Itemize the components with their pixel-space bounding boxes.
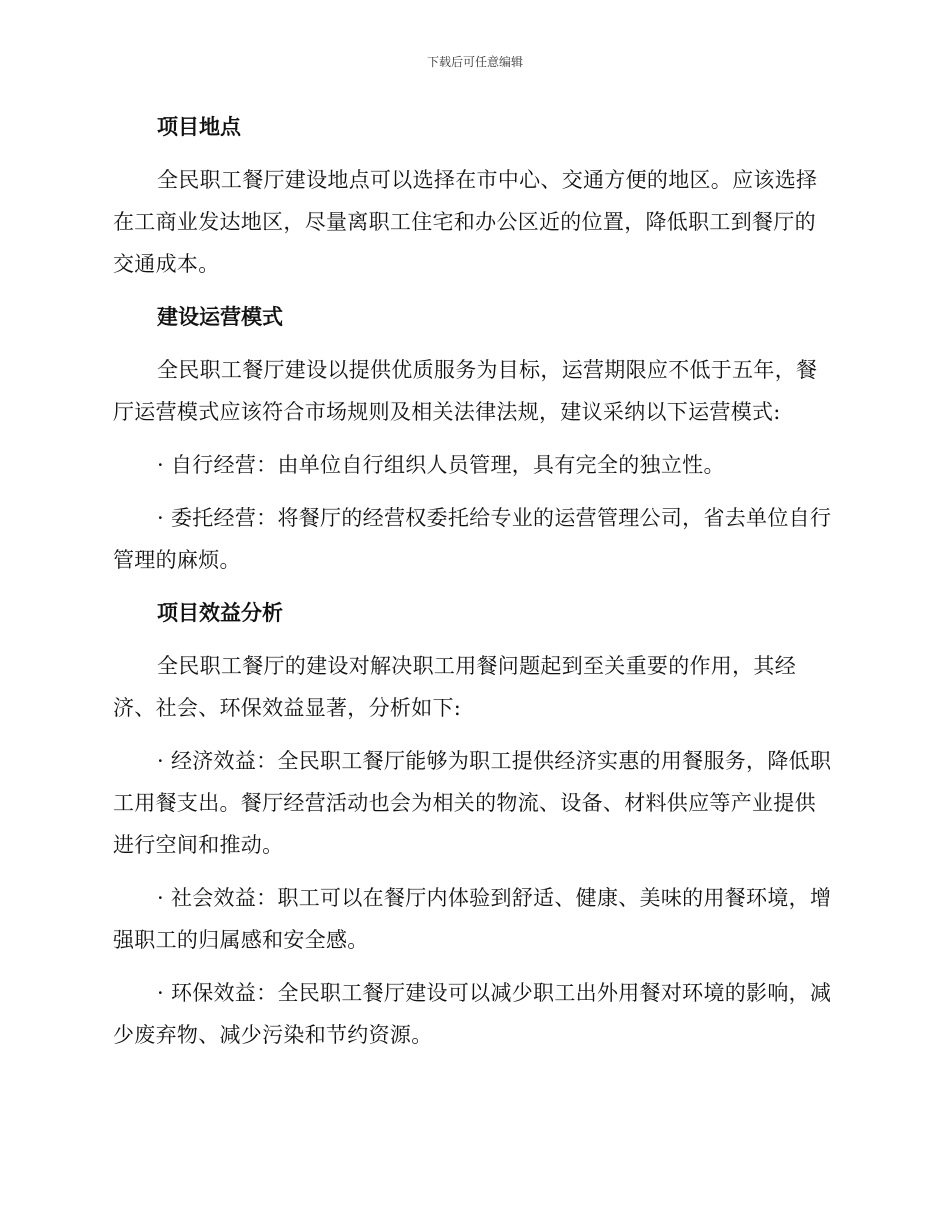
bullet-social-benefit: · 社会效益：职工可以在餐厅内体验到舒适、健康、美味的用餐环境，增强职工的归属感和安全感。 xyxy=(113,886,832,952)
page-header: 下载后可任意编辑 xyxy=(426,55,523,69)
bullet-entrusted-operation: · 委托经营：将餐厅的经营权委托给专业的运营管理公司，省去单位自行管理的麻烦。 xyxy=(113,506,832,572)
bullet-self-operation: · 自行经营：由单位自行组织人员管理，具有完全的独立性。 xyxy=(157,453,725,477)
location-paragraph: 全民职工餐厅建设地点可以选择在市中心、交通方便的地区。应该选择在工商业发达地区，尽量离职工住宅和办公区近的位置，降低职工到餐厅的交通成本。 xyxy=(113,168,818,276)
section-heading-operation-mode: 建设运营模式 xyxy=(157,305,283,329)
section-heading-benefit-analysis: 项目效益分析 xyxy=(157,601,283,625)
benefit-analysis-paragraph: 全民职工餐厅的建设对解决职工用餐问题起到至关重要的作用，其经济、社会、环保效益显著，分析如下: xyxy=(113,654,796,720)
section-heading-location: 项目地点 xyxy=(157,115,241,139)
document-body xyxy=(113,106,837,1067)
bullet-economic-benefit: · 经济效益：全民职工餐厅能够为职工提供经济实惠的用餐服务，降低职工用餐支出。餐厅经营活动也会为相关的物流、设备、材料供应等产业提供进行空间和推动。 xyxy=(113,749,832,857)
bullet-environmental-benefit: · 环保效益：全民职工餐厅建设可以减少职工出外用餐对环境的影响，减少废弃物、减少污染和节约资源。 xyxy=(113,981,832,1047)
operation-mode-paragraph: 全民职工餐厅建设以提供优质服务为目标，运营期限应不低于五年，餐厅运营模式应该符合市场规则及相关法律法规，建议采纳以下运营模式: xyxy=(113,358,818,424)
